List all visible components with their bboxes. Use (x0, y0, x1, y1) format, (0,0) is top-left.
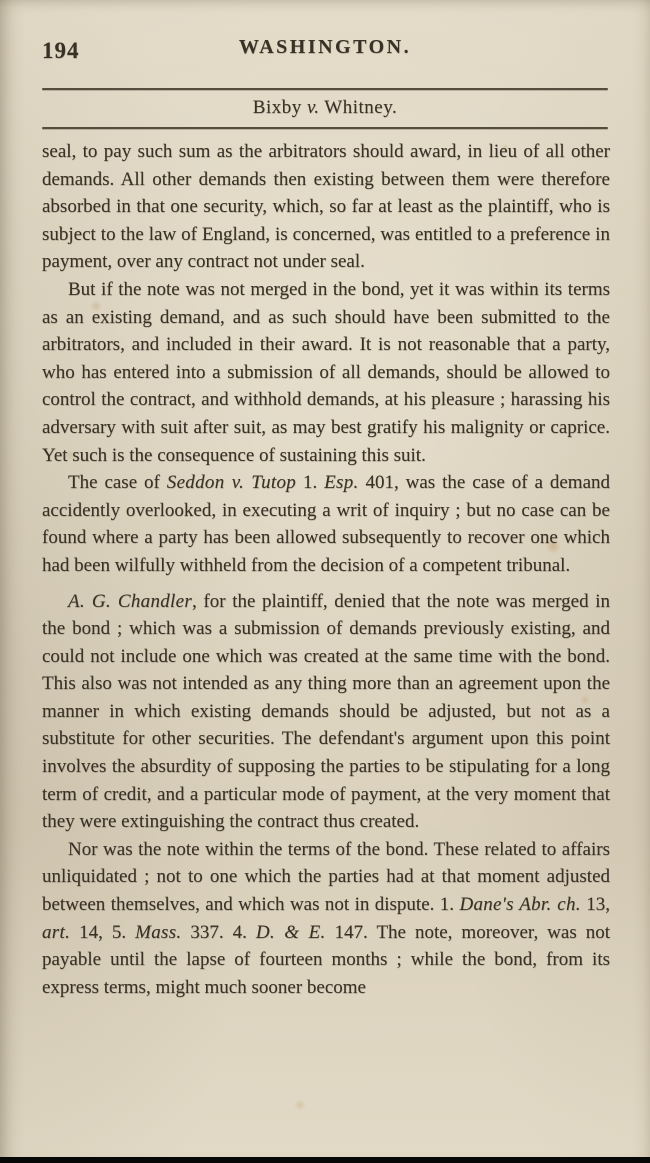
paragraph-seddon-v-tutop (42, 469, 610, 579)
text-run: 13, (580, 894, 610, 916)
text-run: , for the plaintiff, denied that the note was merged in the bond ; which was a submission of demands previously existing, and could not include one which was created at the same time with the bond. This also was not intended as any thing more than an agreement upon the manner in which existing demands should be adjusted, but not as a substitute for other securities. The defendant's argument upon this point involves the absurdity of supposing the parties to be stipulating for a long term of credit, and a particular mode of payment, at the very moment that they were extinguishing the contract thus created. (42, 590, 610, 833)
text-run: 337. 4. (181, 921, 256, 943)
paragraph-nor-was-the-note (42, 836, 610, 1002)
text-run: Nor was the note within the terms of the bond. These related to affairs unliquidated ; not to one which the parties had at that moment adjusted between themselves, and which was not in dispute. 1. (42, 838, 610, 916)
paragraph-chandler-argument (42, 588, 610, 836)
page-body-text (42, 138, 610, 1001)
italic-text-run: D. & E. (255, 921, 326, 943)
text-run: Whitney. (319, 97, 398, 118)
text-run: 401, was the case of a demand accidently overlooked, in executing a writ of inquiry ; but no case can be found where a party has been allowed subsequently to recover one which had been wilfully withheld from the decision of a competent tribunal. (42, 472, 611, 576)
page-number: 194 (42, 38, 80, 63)
italic-text-run: art. (42, 921, 71, 943)
italic-text-run: Dane's Abr. ch. (459, 894, 581, 916)
paragraph-seal-continuation (42, 138, 610, 276)
text-run: But if the note was not merged in the bond, yet it was within its terms as an existing demand, and as such should have been submitted to the arbitrators, and included in their award. It is not reasonable that a party, who has entered into a submission of all demands, should be allowed to control the contract, and withhold demands, at his pleasure ; harassing his adversary with suit after suit, as may best gratify his malignity or caprice. Yet such is the consequence of sustaining this suit. (42, 278, 610, 466)
scanner-edge-bar (0, 1157, 650, 1163)
text-run: 147. The note, moreover, was not payable until the lapse of fourteen months ; while the bond, from its express terms, might much sooner become (42, 921, 610, 998)
page-header (42, 36, 608, 66)
italic-text-run: A. G. Chandler (68, 590, 193, 612)
italic-text-run: Seddon v. Tutop (166, 472, 297, 494)
text-run: Bixby (252, 97, 307, 118)
italic-text-run: Mass. (135, 921, 182, 943)
text-run: 1. (296, 472, 325, 494)
caption-rule-bottom (42, 127, 608, 129)
case-caption (42, 97, 608, 119)
paragraph-but-if-the-note (42, 276, 610, 469)
italic-text-run: Esp. (324, 472, 359, 494)
text-run: The case of (68, 472, 167, 494)
italic-text-run: v. (306, 97, 320, 118)
caption-rule-top (42, 88, 608, 90)
text-run: 14, 5. (70, 921, 136, 943)
text-run: seal, to pay such sum as the arbitrators should award, in lieu of all other demands. All other demands then existing between them were therefore absorbed in that one security, which, so far at least as the plaintiff, who is subject to the law of England, is concerned, was entitled to a preference in payment, over any contract not under seal. (42, 141, 610, 273)
running-head-title: WASHINGTON. (238, 36, 412, 58)
